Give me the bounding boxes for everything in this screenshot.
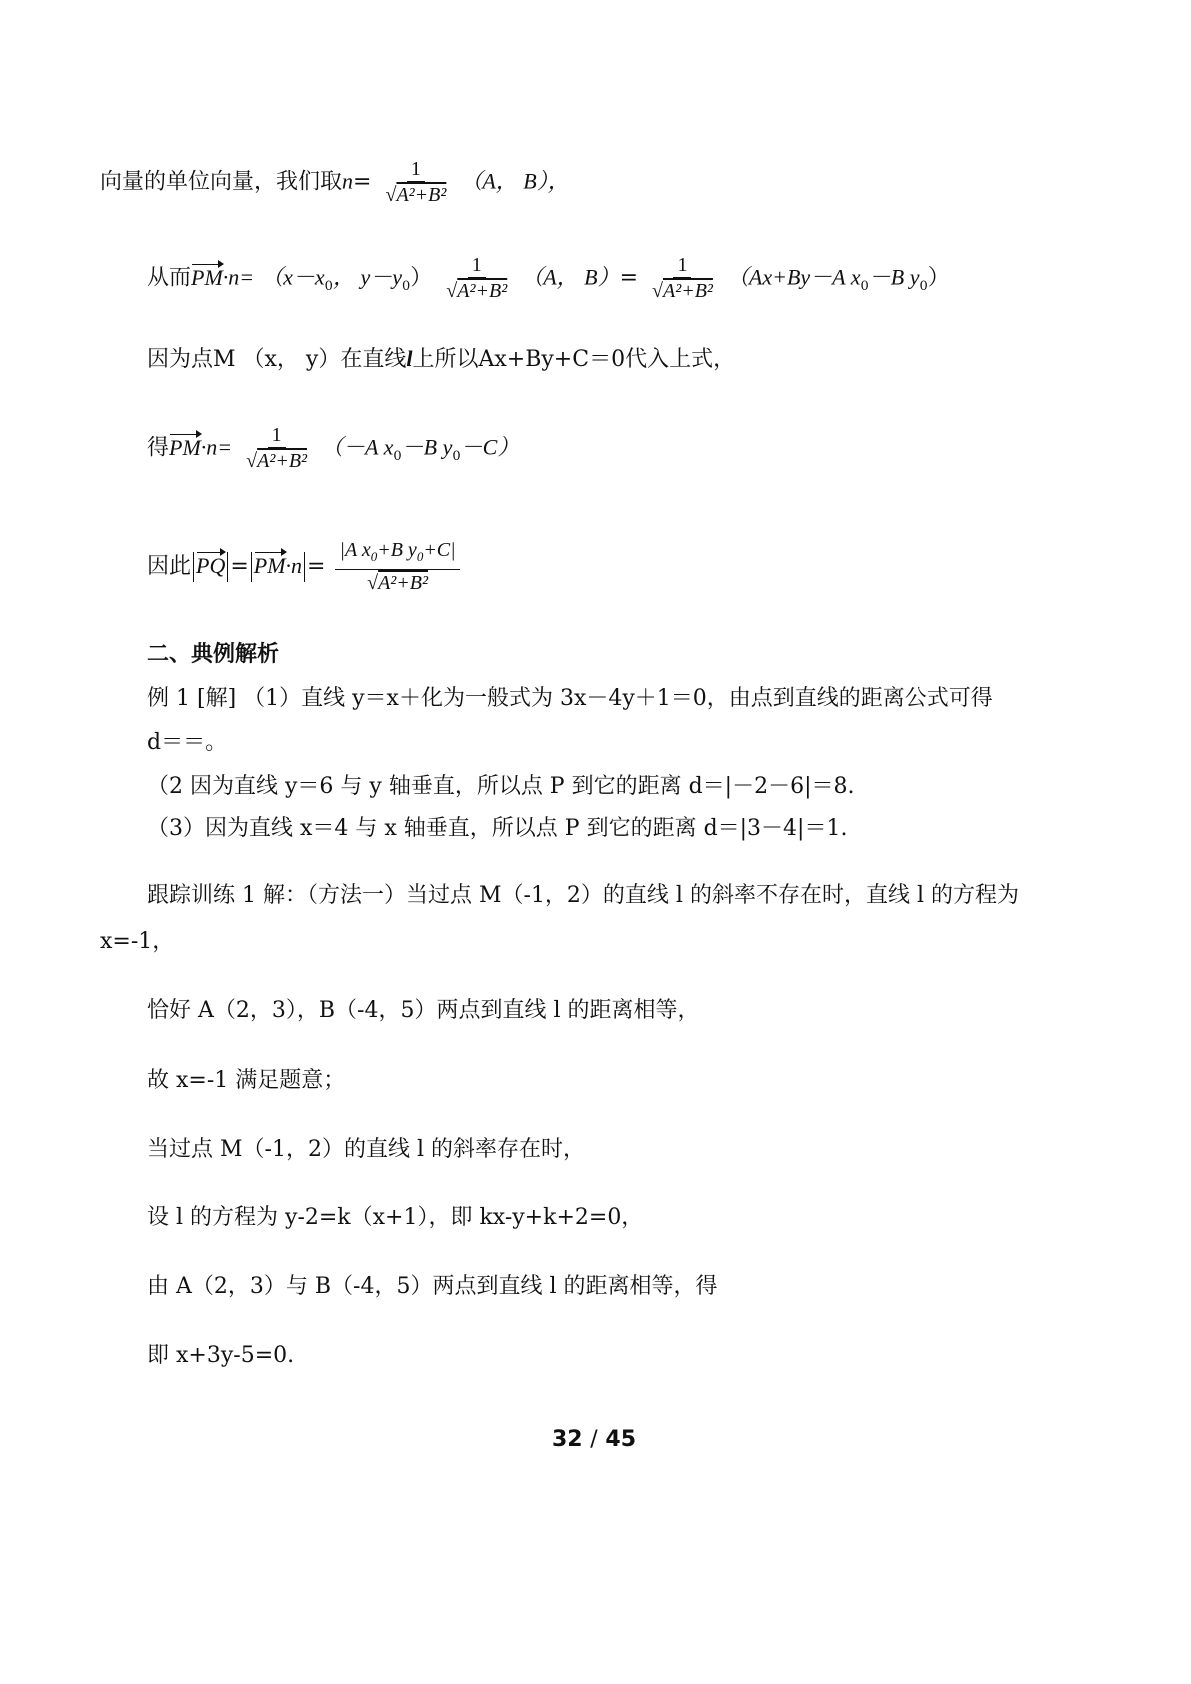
training-1-line-6: 设 l 的方程为 y-2=k（x+1），即 kx-y+k+2=0， (147, 1205, 644, 1230)
sqrt-body: A²+B² (378, 572, 429, 594)
abs-bar (193, 552, 194, 582)
training-1-line-8: 即 x+3y-5=0. (147, 1343, 295, 1368)
text-segment: （A， B）， (460, 168, 570, 194)
sqrt-icon: √ (385, 184, 397, 206)
text-segment: （Ax+By－A x (726, 264, 861, 290)
text-segment: ） (410, 265, 433, 291)
text-segment: ） (927, 265, 950, 291)
fraction-denominator (381, 182, 450, 208)
training-1-line-3: 恰好 A（2，3），B（-4，5）两点到直线 l 的距离相等， (147, 998, 700, 1023)
fraction-numerator: 1 (407, 157, 425, 182)
fraction-denominator (242, 448, 311, 474)
text-segment: －B y (401, 434, 453, 460)
vector-pq: PQ (196, 551, 225, 581)
text-segment: －C） (460, 434, 520, 460)
text-segment: （－A x (321, 434, 394, 460)
sqrt-icon: √ (367, 572, 379, 594)
equals-sign: = (353, 169, 372, 195)
subscript: 0 (324, 278, 333, 294)
sqrt-icon: √ (246, 450, 258, 472)
subscript: 0 (393, 448, 402, 464)
sqrt-body: A²+B² (396, 184, 447, 206)
subscript: 0 (919, 278, 928, 294)
equals-sign: = (619, 265, 639, 291)
subscript: 0 (416, 549, 424, 564)
text-segment: －B y (868, 264, 920, 290)
section-heading: 二、典例解析 (147, 642, 280, 667)
sqrt-body: A²+B² (257, 450, 308, 472)
fraction-numerator: 1 (673, 253, 691, 278)
fraction-numerator: |A $x_0+B$ $y_0+C|$ (335, 538, 459, 570)
fraction-denominator (363, 570, 432, 596)
text-segment: A x (344, 539, 371, 561)
sqrt-body: A²+B² (457, 280, 508, 302)
sqrt-icon: √ (652, 280, 663, 302)
training-1-line-7: 由 A（2，3）与 B（-4，5）两点到直线 l 的距离相等，得 (147, 1274, 718, 1299)
fraction (335, 538, 459, 596)
fraction-denominator (442, 278, 511, 304)
formula-distance (147, 538, 463, 596)
dot-n: ·n (285, 553, 303, 578)
subscript: 0 (452, 448, 461, 464)
fraction-numerator: 1 (468, 253, 486, 278)
fraction (381, 157, 450, 208)
vector-pm: PM (169, 433, 201, 463)
abs-bar (251, 552, 252, 582)
example-1-line-3: （2 因为直线 y＝6 与 y 轴垂直，所以点 P 到它的距离 d＝|－2－6|＝8. (147, 774, 855, 799)
page-separator: / (590, 1427, 598, 1452)
formula-unit-vector (100, 157, 570, 208)
abs-bar (227, 552, 228, 582)
text-point-on-line (147, 344, 735, 375)
page-number (552, 1427, 636, 1452)
example-1-line-4: （3）因为直线 x＝4 与 x 轴垂直，所以点 P 到它的距离 d＝|3－4|＝1. (147, 816, 848, 841)
example-1-line-2: d＝＝。 (147, 730, 228, 755)
formula-result (147, 423, 519, 474)
fraction (442, 253, 511, 304)
subscript: 0 (860, 278, 869, 294)
dot-n: ·n= (222, 264, 255, 290)
page-current: 32 (552, 1427, 583, 1452)
formula-projection (147, 253, 950, 304)
vector-pm: PM (191, 263, 223, 293)
abs-bar (304, 552, 305, 582)
equals-sign: = (307, 554, 326, 579)
sqrt-icon: √ (446, 280, 458, 302)
fraction-denominator (648, 278, 717, 304)
fraction-numerator: 1 (268, 423, 286, 448)
example-1-line-1: 例 1 [解] （1）直线 y＝x＋化为一般式为 3x－4y＋1＝0，由点到直线的距离公式可得 (147, 686, 993, 711)
dot-n: ·n= (200, 434, 233, 460)
text-segment: 向量的单位向量，我们取 (100, 169, 343, 195)
text-segment: 得 (147, 435, 170, 461)
text-segment: +B y (377, 539, 417, 561)
training-1-line-5: 当过点 M（-1，2）的直线 l 的斜率存在时， (147, 1137, 585, 1162)
fraction (648, 253, 717, 304)
training-1-line-4: 故 x=-1 满足题意； (147, 1068, 346, 1093)
training-1-line-2: x=-1， (100, 929, 175, 954)
text-segment: 从而 (147, 265, 192, 291)
text-segment: +C (423, 539, 451, 561)
text-segment: 上所以Ax+By+C＝0代入上式， (412, 347, 736, 372)
text-segment: （A， B） (521, 264, 620, 290)
var-l: l (406, 346, 413, 371)
vector-pm: PM (254, 551, 286, 581)
var-n: n (342, 168, 354, 194)
fraction (242, 423, 311, 474)
text-segment: （x－x (261, 264, 325, 290)
text-segment: 因此 (147, 554, 192, 579)
subscript: 0 (401, 278, 411, 294)
page-total: 45 (605, 1427, 637, 1452)
equals-sign: = (230, 554, 249, 579)
text-segment: ， y－y (332, 264, 402, 290)
subscript: 0 (370, 549, 378, 564)
training-1-line-1: 跟踪训练 1 解：（方法一）当过点 M（-1，2）的直线 l 的斜率不存在时，直线 l 的方程为 (147, 883, 1019, 908)
text-segment: 因为点M （x， y）在直线 (147, 347, 407, 372)
sqrt-body: A²+B² (663, 280, 713, 302)
